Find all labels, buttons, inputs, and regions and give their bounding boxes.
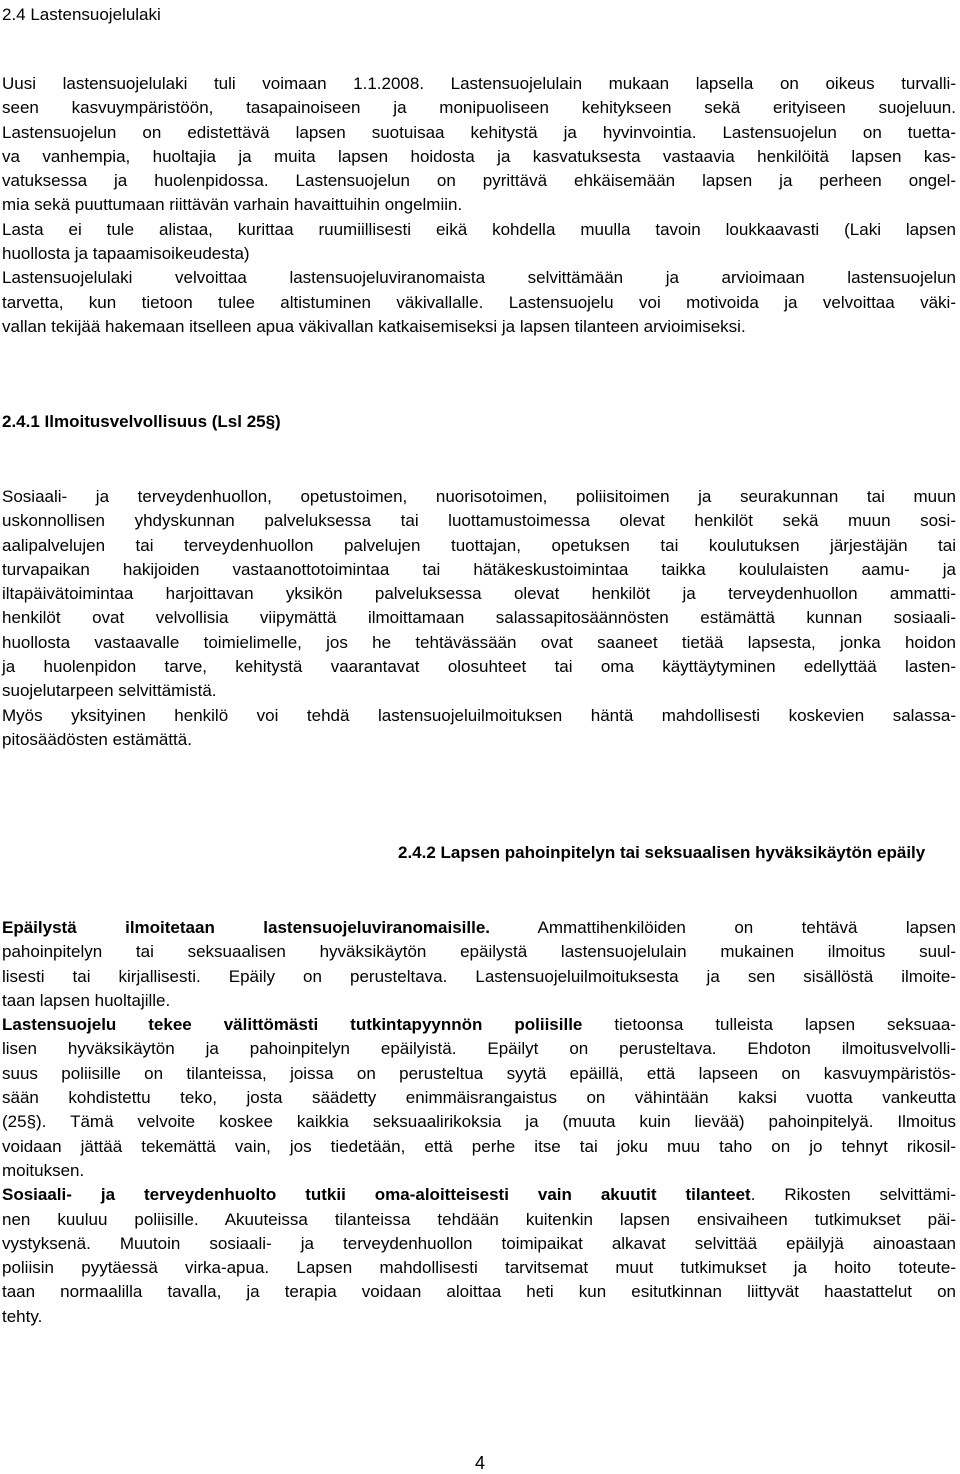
- text-line: Lastensuojelun on edistettävä lapsen suotuisaa kehitystä ja hyvinvointia. Lastensuojelun on tuetta-: [2, 122, 956, 142]
- text-line: lisen hyväksikäytön ja pahoinpitelyn epäilyistä. Epäilyt on perusteltava. Ehdoton ilmoitusvelvolli-: [2, 1039, 956, 1059]
- text-line: Lastensuojelu tekee välittömästi tutkintapyynnön poliisille tietoonsa tulleista lapsen seksuaa-: [2, 1015, 956, 1035]
- subsection-title-reporting-duty: 2.4.1 Ilmoitusvelvollisuus (Lsl 25§): [2, 412, 281, 431]
- text-line: taan lapsen huoltajille.: [2, 990, 171, 1010]
- text-line: moituksen.: [2, 1160, 85, 1180]
- text-line: taan normaalilla tavalla, ja terapia voidaan aloittaa heti kun esitutkinnan liittyvät haastattelut on: [2, 1282, 956, 1302]
- page-number: 4: [474, 1453, 485, 1473]
- text-line: voidaan jättää tekemättä vain, jos tiedetään, että perhe itse tai joku muu taho on jo tehnyt rikosil-: [2, 1136, 956, 1156]
- text-line: Myös yksityinen henkilö voi tehdä lastensuojeluilmoituksen häntä mahdollisesti koskevien salassa-: [2, 705, 956, 725]
- text-line: lisesti tai kirjallisesti. Epäily on perusteltava. Lastensuojeluilmoituksesta ja sen sisällöstä ilmoite-: [2, 966, 956, 986]
- text-line: Epäilystä ilmoitetaan lastensuojeluviranomaisille. Ammattihenkilöiden on tehtävä lapsen: [2, 918, 956, 937]
- text-line: vallan tekijää hakemaan itselleen apua väkivallan katkaisemiseksi ja lapsen tilanteen arvioimiseksi.: [2, 316, 746, 336]
- text-line: Uusi lastensuojelulaki tuli voimaan 1.1.2008. Lastensuojelulain mukaan lapsella on oikeus turvalli-: [2, 74, 956, 93]
- text-line: (25§). Tämä velvoite koskee kaikkia seksuaalirikoksia ja (muuta kuin lievää) pahoinpitelyä. Ilmoitus: [2, 1112, 956, 1132]
- bold-statement: Lastensuojelu tekee välittömästi tutkintapyynnön poliisille: [2, 1015, 583, 1035]
- subsection-title-abuse-suspicion: 2.4.2 Lapsen pahoinpitelyn tai seksuaalisen hyväksikäytön epäily: [398, 843, 926, 862]
- text-line: Sosiaali- ja terveydenhuolto tutkii oma-aloitteisesti vain akuutit tilanteet. Rikosten selvittämi-: [2, 1185, 956, 1205]
- text-line: Lastensuojelulaki velvoittaa lastensuojeluviranomaista selvittämään ja arvioimaan lastensuojelun: [2, 268, 956, 288]
- bold-statement: Epäilystä ilmoitetaan lastensuojeluviranomaisille.: [2, 918, 491, 937]
- text-line: tarvetta, kun tietoon tulee altistuminen väkivallalle. Lastensuojelu voi motivoida ja velvoittaa väki-: [2, 292, 956, 312]
- paragraph-reporting-duty: [2, 485, 956, 752]
- text-line: suus poliisille on tilanteissa, joissa on perusteltua syytä epäillä, että lapseen on kasvuympäristös-: [2, 1063, 956, 1083]
- text-line: suojelutarpeen selvittämistä.: [2, 681, 217, 701]
- section-title: 2.4 Lastensuojelulaki: [2, 5, 161, 24]
- text-line: poliisin pyytäessä virka-apua. Lapsen mahdollisesti tarvitsemat muut tutkimukset ja hoito toteute-: [2, 1258, 956, 1278]
- text-line: vatuksessa ja huolenpidossa. Lastensuojelun on pyrittävä ehkäisemään lapsen ja perheen ongel-: [2, 171, 956, 191]
- text-line: pahoinpitelyn tai seksuaalisen hyväksikäytön epäilystä lastensuojelulain mukainen ilmoitus suul-: [2, 942, 956, 962]
- bold-statement: Sosiaali- ja terveydenhuolto tutkii oma-aloitteisesti vain akuutit tilanteet: [2, 1185, 751, 1205]
- text-line: iltapäivätoimintaa harjoittavan yksikön palveluksessa olevat henkilöt ja terveydenhuollon ammatti-: [2, 584, 956, 604]
- text-line: pitosäädösten estämättä.: [2, 729, 192, 749]
- text-line: va vanhempia, huoltajia ja muita lapsen hoidosta ja kasvatuksesta vastaavia henkilöitä lapsen kas-: [2, 146, 956, 166]
- text-line: vystyksenä. Muutoin sosiaali- ja terveydenhuollon toimipaikat alkavat selvittää epäilyjä ainoastaan: [2, 1233, 956, 1253]
- text-line: nen kuuluu poliisille. Akuuteissa tilanteissa tehdään kuitenkin lapsen ensivaiheen tutkimukset päi-: [2, 1209, 956, 1229]
- paragraph-intro: [2, 72, 956, 339]
- text-line: mia sekä puuttumaan riittävän varhain havaittuihin ongelmiin.: [2, 195, 463, 215]
- paragraph-abuse-suspicion: [2, 916, 956, 1329]
- text-line: Lasta ei tule alistaa, kurittaa ruumiillisesti eikä kohdella muulla tavoin loukkaavasti (Laki lapsen: [2, 219, 956, 239]
- text-line: tehty.: [2, 1306, 43, 1326]
- text-line: sään kohdistettu teko, josta säädetty enimmäisrangaistus on vähintään kaksi vuotta vankeutta: [2, 1088, 956, 1108]
- text-line: henkilöt ovat velvollisia viipymättä ilmoittamaan salassapitosäännösten estämättä kunnan sosiaali-: [2, 608, 956, 628]
- text-line: turvapaikan hakijoiden vastaanottotoimintaa tai hätäkeskustoimintaa taikka koululaisten aamu- ja: [2, 559, 956, 579]
- text-line: ja huolenpidon tarve, kehitystä vaarantavat olosuhteet tai oma käyttäytyminen edellyttää lasten-: [2, 657, 956, 677]
- text-line: uskonnollisen yhdyskunnan palveluksessa tai luottamustoimessa olevat henkilöt sekä muun sosi-: [2, 511, 956, 531]
- text-line: huollosta ja tapaamisoikeudesta): [2, 244, 250, 264]
- text-line: Sosiaali- ja terveydenhuollon, opetustoimen, nuorisotoimen, poliisitoimen ja seurakunnan tai muun: [2, 487, 956, 506]
- text-line: seen kasvuympäristöön, tasapainoiseen ja monipuoliseen kehitykseen sekä erityiseen suojeluun.: [2, 98, 956, 118]
- text-line: huollosta vastaavalle toimielimelle, jos he tehtävässään ovat saaneet tietää lapsesta, jonka hoidon: [2, 632, 956, 652]
- text-line: aalipalvelujen tai terveydenhuollon palvelujen tuottajan, opetuksen tai koulutuksen järjestäjän tai: [2, 535, 956, 555]
